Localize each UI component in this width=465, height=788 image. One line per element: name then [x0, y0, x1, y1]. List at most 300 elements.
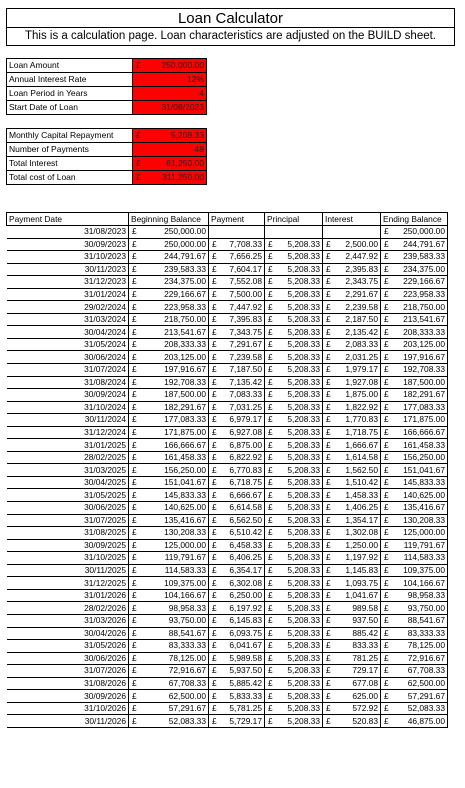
amount: 5,208.33 — [287, 565, 320, 576]
money-cell — [265, 652, 323, 665]
table-row — [7, 376, 448, 389]
money-cell — [129, 476, 209, 489]
amount: 6,406.25 — [229, 552, 262, 563]
currency-symbol: £ — [384, 715, 389, 726]
amount: 6,979.17 — [229, 414, 262, 425]
money-cell — [265, 338, 323, 351]
amount: 187,500.00 — [164, 389, 206, 400]
amount: 1,770.83 — [345, 414, 378, 425]
money-cell — [323, 288, 381, 301]
amount: 130,208.33 — [403, 514, 445, 525]
money-cell — [129, 326, 209, 339]
currency-symbol: £ — [132, 703, 137, 714]
money-cell — [265, 439, 323, 452]
money-cell — [381, 677, 448, 690]
money-cell — [129, 627, 209, 640]
payment-date: 31/07/2024 — [7, 364, 129, 377]
money-cell — [129, 502, 209, 515]
amount: 2,291.67 — [345, 289, 378, 299]
money-cell — [209, 251, 265, 264]
money-cell — [129, 702, 209, 715]
amount: 177,083.33 — [164, 414, 206, 425]
money-cell — [129, 401, 209, 414]
currency-symbol: £ — [384, 539, 389, 550]
money-cell — [323, 351, 381, 364]
money-cell — [265, 263, 323, 276]
table-row — [7, 351, 448, 364]
amount: 244,791.67 — [164, 251, 206, 262]
money-cell — [265, 539, 323, 552]
money-cell — [209, 351, 265, 364]
money-cell — [129, 364, 209, 377]
amount: 5,208.33 — [287, 652, 320, 663]
table-row — [7, 502, 448, 515]
currency-symbol: £ — [384, 263, 389, 274]
money-cell — [129, 226, 209, 239]
money-cell — [209, 401, 265, 414]
loan-inputs-table — [6, 58, 207, 115]
amount: 5,833.33 — [229, 690, 262, 701]
money-cell — [323, 514, 381, 527]
table-row — [7, 552, 448, 565]
column-header: Principal — [265, 213, 323, 226]
amount: 6,041.67 — [229, 640, 262, 651]
money-cell — [209, 476, 265, 489]
currency-symbol: £ — [268, 351, 273, 362]
currency-symbol: £ — [326, 351, 331, 362]
money-cell — [265, 702, 323, 715]
currency-symbol: £ — [326, 565, 331, 576]
currency-symbol: £ — [132, 351, 137, 362]
currency-symbol: £ — [132, 527, 137, 538]
amount: 5,729.17 — [229, 715, 262, 726]
amount: 1,510.42 — [345, 477, 378, 488]
currency-symbol: £ — [212, 502, 217, 513]
currency-symbol: £ — [132, 602, 137, 613]
currency-symbol: £ — [384, 326, 389, 337]
amount: 7,187.50 — [229, 364, 262, 375]
table-row — [7, 313, 448, 326]
amount: 1,927.08 — [345, 376, 378, 387]
currency-symbol: £ — [212, 489, 217, 500]
currency-symbol: £ — [326, 577, 331, 588]
currency-symbol: £ — [132, 238, 137, 249]
currency-symbol: £ — [384, 414, 389, 425]
currency-symbol: £ — [326, 590, 331, 601]
currency-symbol: £ — [384, 602, 389, 613]
amount: 5,208.33 — [287, 690, 320, 701]
money-cell — [129, 665, 209, 678]
summary-amount: 61,250.00 — [166, 158, 204, 168]
amount: 5,208.33 — [287, 289, 320, 299]
currency-symbol: £ — [268, 427, 273, 438]
currency-symbol: £ — [326, 652, 331, 663]
money-cell — [129, 715, 209, 728]
money-cell — [209, 577, 265, 590]
currency-symbol: £ — [268, 439, 273, 450]
amount: 192,708.33 — [164, 376, 206, 387]
money-cell — [129, 677, 209, 690]
amount: 161,458.33 — [403, 439, 445, 450]
money-cell — [265, 288, 323, 301]
amount: 135,416.67 — [164, 514, 206, 525]
summary-label: Number of Payments — [7, 143, 133, 157]
money-cell — [265, 364, 323, 377]
money-cell — [381, 589, 448, 602]
amount: 250,000.00 — [164, 238, 206, 249]
money-cell — [381, 665, 448, 678]
currency-symbol: £ — [326, 677, 331, 688]
input-amount: 250,000.00 — [161, 60, 204, 70]
amount: 83,333.33 — [407, 627, 445, 638]
amount: 88,541.67 — [168, 627, 206, 638]
payment-date: 30/09/2025 — [7, 539, 129, 552]
currency-symbol: £ — [136, 172, 141, 182]
currency-symbol: £ — [326, 238, 331, 249]
amount: 5,208.33 — [287, 577, 320, 588]
amount: 1,041.67 — [345, 590, 378, 601]
input-amount: 12% — [186, 74, 204, 84]
money-cell — [323, 263, 381, 276]
payment-date: 31/10/2025 — [7, 552, 129, 565]
money-cell — [129, 564, 209, 577]
money-cell — [381, 276, 448, 289]
money-cell — [265, 502, 323, 515]
amount: 1,145.83 — [345, 565, 378, 576]
payment-date: 30/04/2026 — [7, 627, 129, 640]
currency-symbol: £ — [326, 552, 331, 563]
currency-symbol: £ — [268, 263, 273, 274]
amount: 213,541.67 — [164, 326, 206, 337]
summary-value — [133, 171, 207, 185]
summary-label: Monthly Capital Repayment — [7, 129, 133, 143]
money-cell — [129, 238, 209, 251]
currency-symbol: £ — [384, 226, 389, 237]
table-row — [7, 589, 448, 602]
amount: 6,458.33 — [229, 539, 262, 550]
money-cell — [265, 589, 323, 602]
money-cell — [381, 702, 448, 715]
money-cell — [265, 527, 323, 540]
currency-symbol: £ — [212, 652, 217, 663]
loan-summary-table — [6, 128, 207, 185]
summary-amount: 311,250.00 — [162, 172, 204, 182]
money-cell — [381, 652, 448, 665]
currency-symbol: £ — [326, 339, 331, 350]
amount: 161,458.33 — [164, 452, 206, 463]
table-row — [7, 364, 448, 377]
money-cell — [209, 414, 265, 427]
currency-symbol: £ — [132, 627, 137, 638]
money-cell — [209, 263, 265, 276]
currency-symbol: £ — [212, 514, 217, 525]
money-cell — [265, 389, 323, 402]
currency-symbol: £ — [326, 489, 331, 500]
amount: 1,406.25 — [345, 502, 378, 513]
money-cell — [381, 539, 448, 552]
currency-symbol: £ — [132, 376, 137, 387]
page-subtitle: This is a calculation page. Loan characteristics are adjusted on the BUILD sheet. — [6, 27, 455, 46]
amount: 7,552.08 — [229, 276, 262, 287]
money-cell — [209, 627, 265, 640]
payment-date: 31/01/2025 — [7, 439, 129, 452]
amount: 7,083.33 — [229, 389, 262, 400]
money-cell — [323, 226, 381, 239]
currency-symbol: £ — [132, 251, 137, 262]
money-cell — [129, 577, 209, 590]
table-row — [7, 251, 448, 264]
amount: 166,666.67 — [403, 427, 445, 438]
currency-symbol: £ — [326, 703, 331, 714]
money-cell — [381, 627, 448, 640]
amount: 5,208.33 — [287, 615, 320, 626]
table-row — [7, 640, 448, 653]
column-header: Payment Date — [7, 213, 129, 226]
column-header: Interest — [323, 213, 381, 226]
money-cell — [129, 439, 209, 452]
money-cell — [209, 640, 265, 653]
money-cell — [323, 564, 381, 577]
amount: 1,979.17 — [345, 364, 378, 375]
table-row — [7, 665, 448, 678]
table-row — [7, 326, 448, 339]
currency-symbol: £ — [326, 414, 331, 425]
money-cell — [323, 614, 381, 627]
amount: 119,791.67 — [164, 552, 206, 563]
table-row — [7, 288, 448, 301]
amount: 6,197.92 — [229, 602, 262, 613]
currency-symbol: £ — [132, 364, 137, 375]
money-cell — [381, 351, 448, 364]
amount: 6,822.92 — [229, 452, 262, 463]
currency-symbol: £ — [268, 389, 273, 400]
input-label: Annual Interest Rate — [7, 73, 133, 87]
amount: 156,250.00 — [403, 452, 445, 463]
currency-symbol: £ — [132, 464, 137, 475]
currency-symbol: £ — [384, 401, 389, 412]
money-cell — [323, 326, 381, 339]
money-cell — [129, 614, 209, 627]
amount: 6,302.08 — [229, 577, 262, 588]
amount: 6,718.75 — [229, 477, 262, 488]
amount: 78,125.00 — [168, 652, 206, 663]
currency-symbol: £ — [326, 401, 331, 412]
input-value — [133, 87, 207, 101]
currency-symbol: £ — [268, 301, 273, 312]
amount: 244,791.67 — [403, 238, 445, 249]
amount: 114,583.33 — [403, 552, 445, 563]
amount: 218,750.00 — [403, 301, 445, 312]
money-cell — [209, 464, 265, 477]
amount: 5,937.50 — [229, 665, 262, 676]
amount: 125,000.00 — [164, 539, 206, 550]
money-cell — [323, 489, 381, 502]
currency-symbol: £ — [268, 314, 273, 325]
money-cell — [265, 276, 323, 289]
amount: 208,333.33 — [403, 326, 445, 337]
amount: 1,197.92 — [345, 552, 378, 563]
currency-symbol: £ — [268, 527, 273, 538]
currency-symbol: £ — [268, 690, 273, 701]
money-cell — [381, 226, 448, 239]
currency-symbol: £ — [132, 477, 137, 488]
money-cell — [381, 263, 448, 276]
currency-symbol: £ — [132, 590, 137, 601]
money-cell — [381, 564, 448, 577]
amount: 7,656.25 — [229, 251, 262, 262]
money-cell — [209, 276, 265, 289]
amount: 1,875.00 — [345, 389, 378, 400]
currency-symbol: £ — [132, 326, 137, 337]
amount: 989.58 — [352, 602, 378, 613]
currency-symbol: £ — [384, 590, 389, 601]
currency-symbol: £ — [268, 251, 273, 262]
payment-date: 29/02/2024 — [7, 301, 129, 314]
currency-symbol: £ — [212, 640, 217, 651]
currency-symbol: £ — [384, 301, 389, 312]
money-cell — [381, 251, 448, 264]
amount: 151,041.67 — [164, 477, 206, 488]
currency-symbol: £ — [212, 276, 217, 287]
amount: 145,833.33 — [403, 477, 445, 488]
money-cell — [209, 301, 265, 314]
amount: 114,583.33 — [164, 565, 206, 576]
money-cell — [209, 602, 265, 615]
currency-symbol: £ — [268, 376, 273, 387]
amount: 7,604.17 — [229, 263, 262, 274]
currency-symbol: £ — [212, 703, 217, 714]
payment-date: 31/12/2024 — [7, 426, 129, 439]
money-cell — [129, 414, 209, 427]
money-cell — [381, 313, 448, 326]
amount: 2,031.25 — [345, 351, 378, 362]
amount: 6,354.17 — [229, 565, 262, 576]
amount: 203,125.00 — [403, 339, 445, 350]
money-cell — [381, 502, 448, 515]
money-cell — [209, 364, 265, 377]
money-cell — [265, 577, 323, 590]
currency-symbol: £ — [268, 602, 273, 613]
money-cell — [129, 690, 209, 703]
amount: 1,718.75 — [345, 427, 378, 438]
currency-symbol: £ — [326, 477, 331, 488]
amount: 62,500.00 — [168, 690, 206, 701]
amount: 88,541.67 — [407, 615, 445, 626]
payment-date: 30/04/2025 — [7, 476, 129, 489]
money-cell — [129, 351, 209, 364]
money-cell — [323, 602, 381, 615]
currency-symbol: £ — [326, 715, 331, 726]
money-cell — [323, 476, 381, 489]
currency-symbol: £ — [384, 251, 389, 262]
money-cell — [209, 665, 265, 678]
table-row — [7, 652, 448, 665]
currency-symbol: £ — [268, 552, 273, 563]
amount: 229,166.67 — [164, 289, 206, 299]
amount: 5,208.33 — [287, 489, 320, 500]
payment-date: 31/05/2026 — [7, 640, 129, 653]
currency-symbol: £ — [384, 615, 389, 626]
payment-date: 31/10/2023 — [7, 251, 129, 264]
money-cell — [209, 539, 265, 552]
currency-symbol: £ — [384, 389, 389, 400]
currency-symbol: £ — [212, 314, 217, 325]
currency-symbol: £ — [326, 314, 331, 325]
amount: 171,875.00 — [403, 414, 445, 425]
money-cell — [209, 614, 265, 627]
table-row — [7, 276, 448, 289]
currency-symbol: £ — [132, 539, 137, 550]
amount: 572.92 — [352, 703, 378, 714]
currency-symbol: £ — [212, 690, 217, 701]
money-cell — [323, 702, 381, 715]
currency-symbol: £ — [268, 715, 273, 726]
money-cell — [265, 313, 323, 326]
table-row — [7, 263, 448, 276]
amount: 5,208.33 — [287, 414, 320, 425]
input-amount: 4 — [199, 88, 204, 98]
currency-symbol: £ — [268, 326, 273, 337]
currency-symbol: £ — [326, 602, 331, 613]
amount: 187,500.00 — [403, 376, 445, 387]
money-cell — [323, 313, 381, 326]
amount: 104,166.67 — [403, 577, 445, 588]
amount: 5,208.33 — [287, 351, 320, 362]
input-row — [7, 73, 207, 87]
amount: 1,562.50 — [345, 464, 378, 475]
table-row — [7, 226, 448, 239]
amount: 5,208.33 — [287, 464, 320, 475]
money-cell — [209, 226, 265, 239]
money-cell — [381, 451, 448, 464]
currency-symbol: £ — [326, 640, 331, 651]
currency-symbol: £ — [326, 376, 331, 387]
summary-label: Total Interest — [7, 157, 133, 171]
currency-symbol: £ — [212, 376, 217, 387]
currency-symbol: £ — [384, 527, 389, 538]
input-row — [7, 87, 207, 101]
amount: 1,302.08 — [345, 527, 378, 538]
currency-symbol: £ — [132, 439, 137, 450]
currency-symbol: £ — [132, 665, 137, 676]
money-cell — [265, 238, 323, 251]
payment-date: 28/02/2025 — [7, 451, 129, 464]
amount: 119,791.67 — [403, 539, 445, 550]
input-row — [7, 59, 207, 73]
money-cell — [209, 439, 265, 452]
amount: 203,125.00 — [164, 351, 206, 362]
amount: 5,208.33 — [287, 389, 320, 400]
money-cell — [129, 376, 209, 389]
amount: 5,208.33 — [287, 539, 320, 550]
currency-symbol: £ — [212, 263, 217, 274]
amount: 2,187.50 — [345, 314, 378, 325]
currency-symbol: £ — [384, 364, 389, 375]
summary-value — [133, 157, 207, 171]
amount: 1,822.92 — [345, 401, 378, 412]
currency-symbol: £ — [268, 652, 273, 663]
amount: 5,208.33 — [287, 590, 320, 601]
money-cell — [381, 426, 448, 439]
money-cell — [323, 640, 381, 653]
money-cell — [265, 376, 323, 389]
currency-symbol: £ — [136, 60, 141, 70]
amount: 109,375.00 — [164, 577, 206, 588]
amount: 72,916.67 — [407, 652, 445, 663]
money-cell — [265, 489, 323, 502]
input-amount: 31/08/2023 — [161, 102, 204, 112]
amount: 677.08 — [352, 677, 378, 688]
